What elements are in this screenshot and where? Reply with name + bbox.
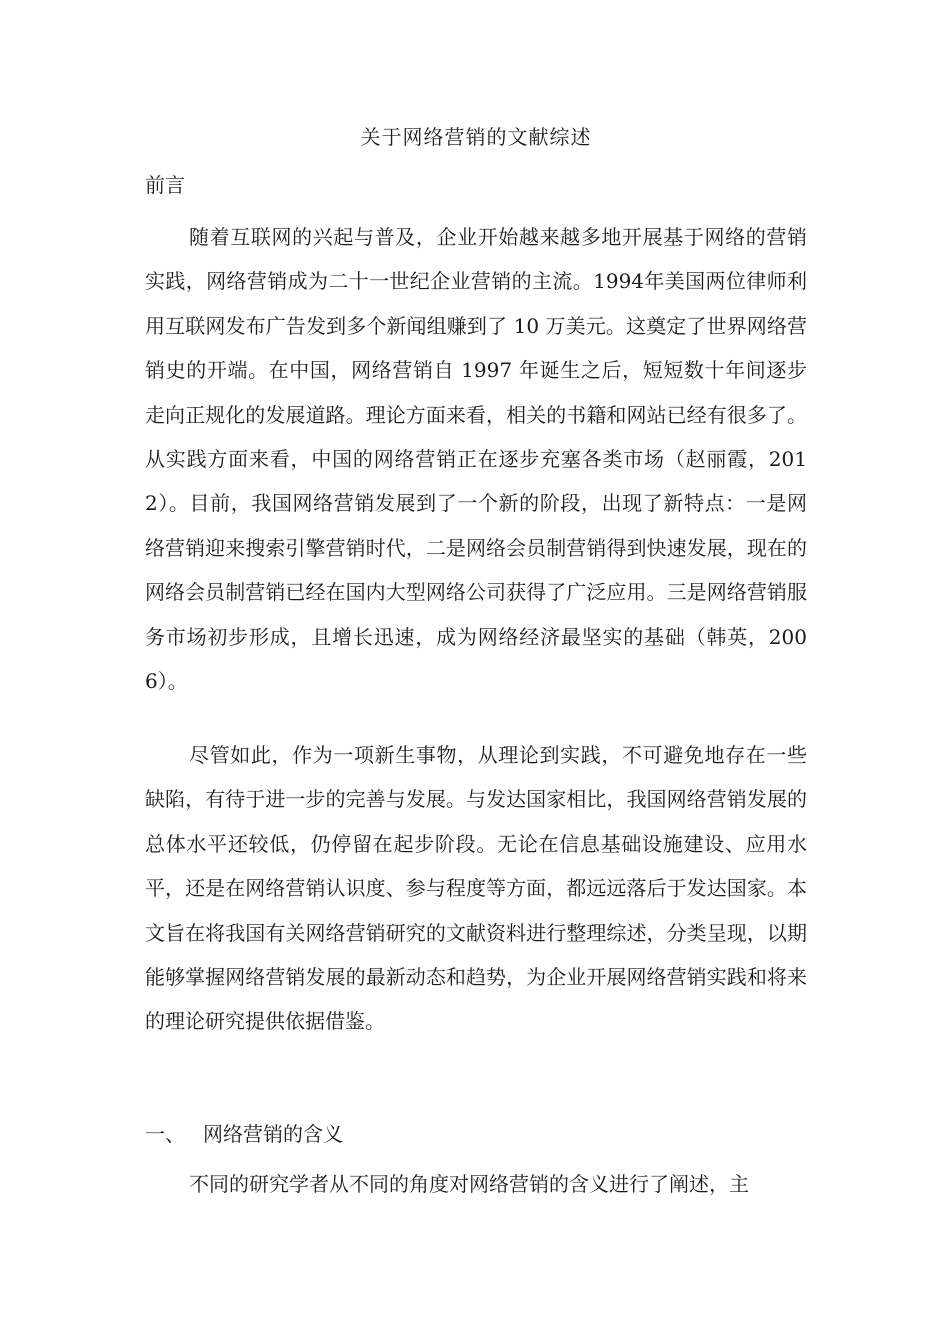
document-title: 关于网络营销的文献综述 <box>360 125 592 149</box>
preface-paragraph-2: 尽管如此，作为一项新生事物，从理论到实践，不可避免地存在一些缺陷，有待于进一步的完善与发展。与发达国家相比，我国网络营销发展的总体水平还较低，仍停留在起步阶段。无论在信息基础设施建设、应用水平，还是在网络营销认识度、参与程度等方面，都远远落后于发达国家。本文旨在将我国有关网络营销研究的文献资料进行整理综述，分类呈现，以期能够掌握网络营销发展的最新动态和趋势，为企业开展网络营销实践和将来的理论研究提供依据借鉴。 <box>145 743 807 1034</box>
section-title: 网络营销的含义 <box>203 1122 343 1146</box>
preface-heading: 前言 <box>145 173 185 197</box>
section-number: 一、 <box>145 1122 185 1146</box>
preface-paragraph-1: 随着互联网的兴起与普及，企业开始越来越多地开展基于网络的营销实践，网络营销成为二十一世纪企业营销的主流。1994年美国两位律师利用互联网发布广告发到多个新闻组赚到了 10 万美元。这奠定了世界网络营销史的开端。在中国，网络营销自 1997 年诞生之后，短短数十年间逐步走向正规化的发展道路。理论方面来看，相关的书籍和网站已经有很多了。从实践方面来看，中国的网络营销正在逐步充塞各类市场（赵丽霞，2012）。目前，我国网络营销发展到了一个新的阶段，出现了新特点：一是网络营销迎来搜索引擎营销时代，二是网络会员制营销得到快速发展，现在的网络会员制营销已经在国内大型网络公司获得了广泛应用。三是网络营销服务市场初步形成，且增长迅速，成为网络经济最坚实的基础（韩英，2006）。 <box>145 225 807 694</box>
section-paragraph-1: 不同的研究学者从不同的角度对网络营销的含义进行了阐述，主 <box>189 1172 749 1196</box>
section-heading <box>145 1119 343 1149</box>
document-page <box>145 0 807 1344</box>
